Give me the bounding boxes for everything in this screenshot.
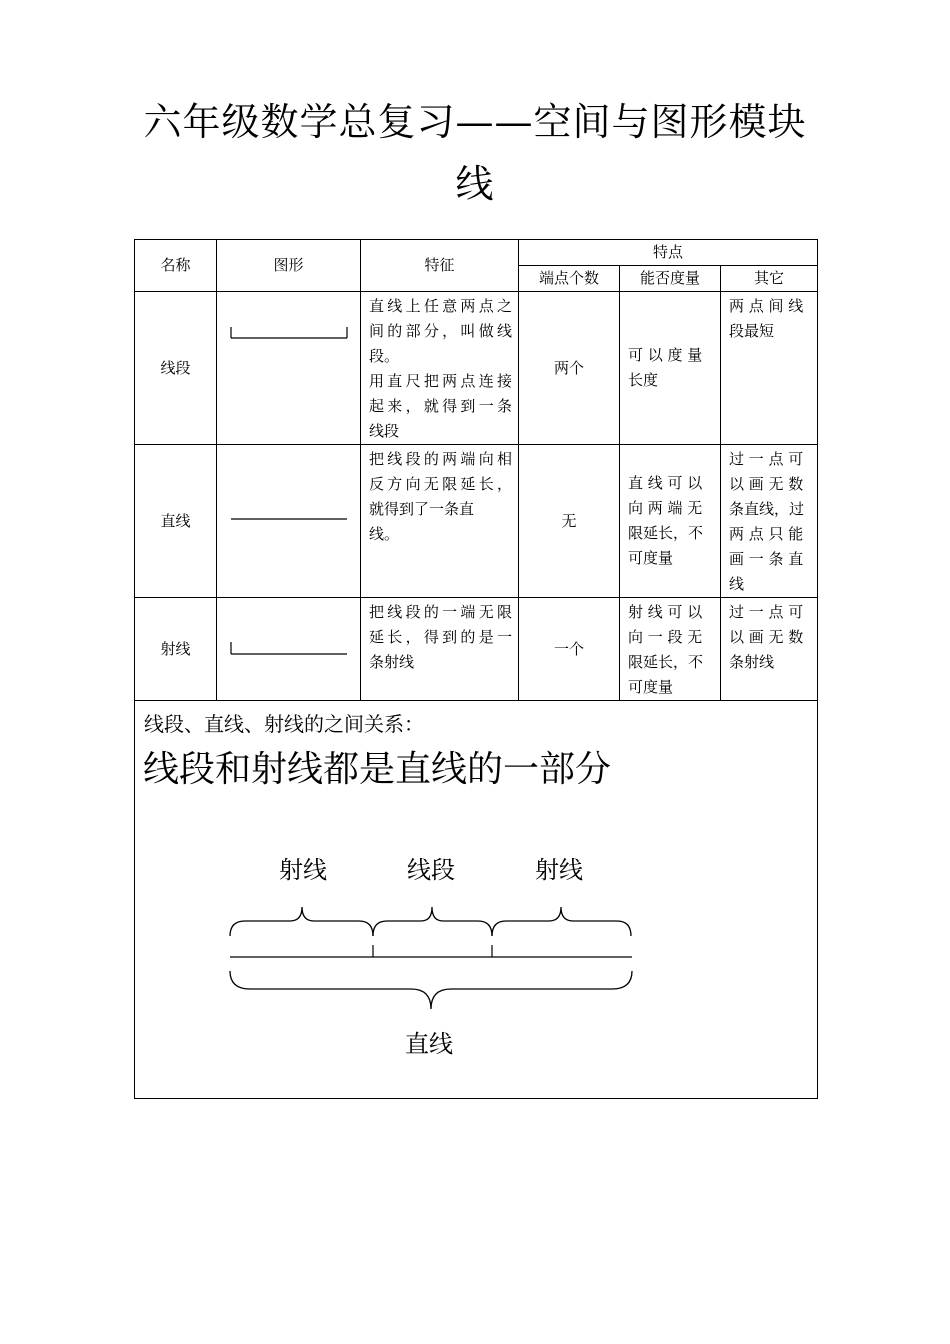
measurable-line: 可度量 [628, 549, 674, 567]
header-feature: 特征 [361, 240, 519, 292]
table-row [135, 445, 818, 598]
endpoints-cell: 一个 [519, 598, 620, 701]
feature-cell [361, 598, 519, 701]
measurable-line: 向 两 端 无 [628, 499, 703, 517]
measurable-line: 长度 [628, 371, 659, 389]
feature-line: 就得到了一条直 [369, 500, 475, 518]
brace-right-ray [492, 907, 631, 936]
measurable-line: 限延长，不 [628, 524, 704, 542]
diagram-label-line: 直线 [405, 1030, 453, 1058]
figure-cell [217, 598, 361, 701]
endpoints-cell: 两个 [519, 292, 620, 445]
feature-line: 把线段的一端无限 [369, 603, 512, 621]
other-line: 过 一 点 可 [729, 603, 804, 621]
other-line: 以 画 无 数 [729, 628, 804, 646]
feature-line: 延长，得到的是一 [369, 628, 512, 646]
measurable-line: 可度量 [628, 678, 674, 696]
feature-line: 反方向无限延长， [369, 475, 512, 493]
other-line: 条射线 [729, 653, 775, 671]
header-figure: 图形 [217, 240, 361, 292]
measurable-line: 射 线 可 以 [628, 603, 703, 621]
diagram-label-right-ray: 射线 [535, 856, 583, 884]
relation-heading: 线段、直线、射线的之间关系： [144, 712, 424, 736]
table-row [135, 598, 818, 701]
measurable-line: 可 以 度 量 [628, 346, 703, 364]
brace-segment [373, 907, 492, 936]
relation-diagram [135, 841, 816, 1081]
feature-line: 把线段的两端向相 [369, 450, 512, 468]
measurable-cell [620, 598, 721, 701]
relation-row [135, 701, 818, 1099]
other-line: 以 画 无 数 [729, 475, 804, 493]
relation-cell [135, 701, 818, 1099]
other-line: 条直线，过 [729, 500, 805, 518]
lines-table [134, 239, 818, 1099]
measurable-line: 限延长，不 [628, 653, 704, 671]
row-name: 直线 [135, 445, 217, 598]
measurable-cell [620, 445, 721, 598]
other-line: 两 点 只 能 [729, 525, 804, 543]
feature-cell [361, 445, 519, 598]
feature-line: 段。 [369, 347, 400, 365]
measurable-cell [620, 292, 721, 445]
page-title: 六年级数学总复习——空间与图形模块 [143, 100, 807, 144]
straight-line-figure [229, 505, 349, 535]
relation-statement: 线段和射线都是直线的一部分 [143, 749, 612, 790]
measurable-line: 直 线 可 以 [628, 474, 703, 492]
figure-cell [217, 445, 361, 598]
feature-line: 直线上任意两点之 [369, 297, 512, 315]
diagram-label-left-ray: 射线 [279, 856, 327, 884]
feature-line: 间的部分，叫做线 [369, 322, 512, 340]
other-line: 段最短 [729, 322, 775, 340]
header-measurable: 能否度量 [620, 266, 721, 292]
header-traits: 特点 [519, 240, 818, 266]
header-name: 名称 [135, 240, 217, 292]
brace-left-ray [230, 907, 373, 936]
other-cell [721, 598, 818, 701]
header-endpoints: 端点个数 [519, 266, 620, 292]
other-line: 两 点 间 线 [729, 297, 804, 315]
other-line: 画 一 条 直 [729, 550, 804, 568]
diagram-label-segment: 线段 [407, 856, 455, 884]
figure-cell [217, 292, 361, 445]
measurable-line: 向 一 段 无 [628, 628, 703, 646]
feature-line: 线段 [369, 422, 400, 440]
other-line: 线 [729, 575, 745, 593]
line-segment-figure [229, 324, 349, 354]
row-name: 线段 [135, 292, 217, 445]
other-cell [721, 292, 818, 445]
feature-line: 线。 [369, 525, 400, 543]
feature-line: 用直尺把两点连接 [369, 372, 512, 390]
feature-line: 起来，就得到一条 [369, 397, 512, 415]
other-cell [721, 445, 818, 598]
endpoints-cell: 无 [519, 445, 620, 598]
header-other: 其它 [721, 266, 818, 292]
table-row [135, 292, 818, 445]
feature-cell [361, 292, 519, 445]
brace-straight-line [230, 971, 632, 1009]
ray-figure [229, 640, 349, 670]
other-line: 过 一 点 可 [729, 450, 804, 468]
page-subtitle: 线 [455, 162, 495, 206]
feature-line: 条射线 [369, 653, 415, 671]
row-name: 射线 [135, 598, 217, 701]
